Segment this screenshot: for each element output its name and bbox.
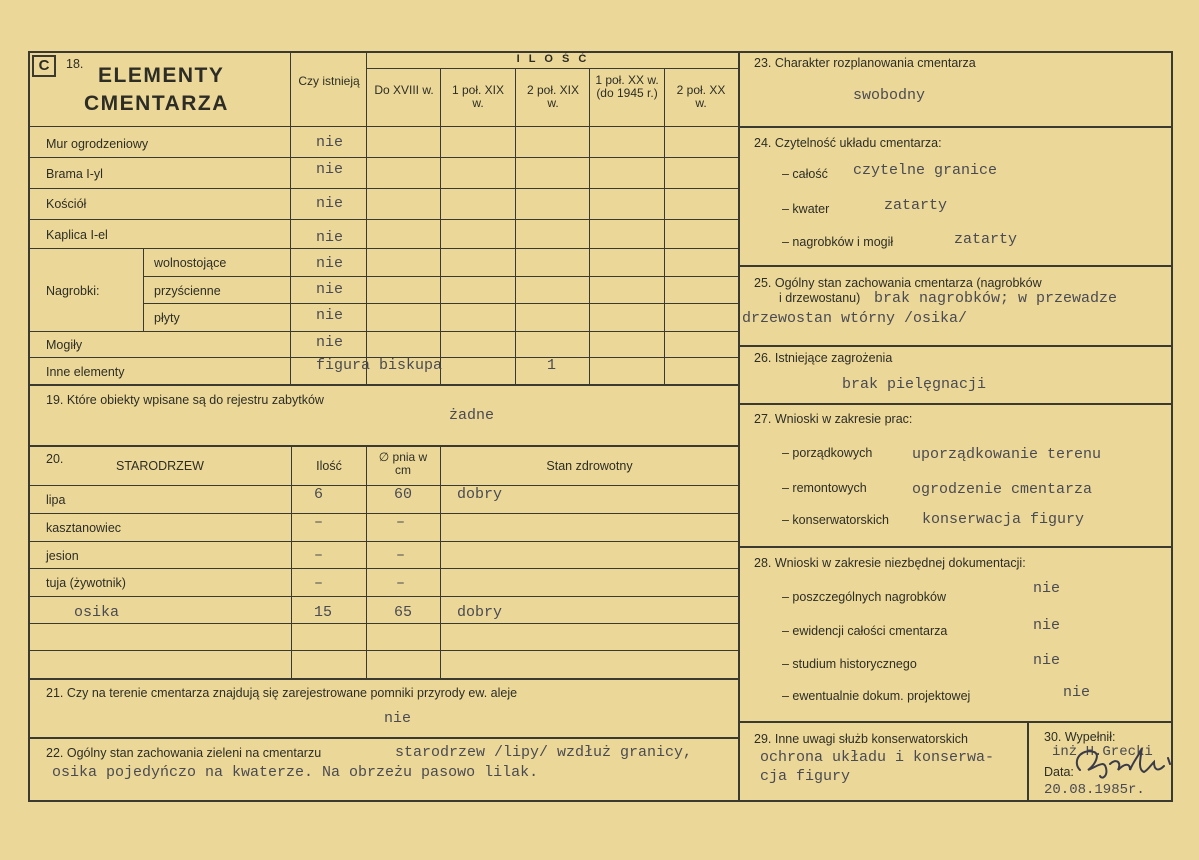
element-exists: nie <box>316 134 344 151</box>
documentation-item-label: – poszczególnych nagrobków <box>782 590 946 604</box>
section-letter-box: C <box>32 55 56 77</box>
trees-title: STARODRZEW <box>116 459 204 473</box>
section-20-number: 20. <box>46 452 64 466</box>
rule <box>738 126 1173 128</box>
tree-count: – <box>314 514 324 531</box>
rule <box>28 513 738 514</box>
rule <box>28 596 738 597</box>
rule <box>738 403 1173 405</box>
frame-left <box>28 51 30 802</box>
threats-label: 26. Istniejące zagrożenia <box>754 351 893 365</box>
layout-character-label: 23. Charakter rozplanowania cmentarza <box>754 56 976 70</box>
works-item-value: uporządkowanie terenu <box>912 446 1102 463</box>
rule <box>28 737 738 739</box>
remarks-label: 29. Inne uwagi służb konserwatorskich <box>754 732 969 746</box>
works-item-label: – remontowych <box>782 481 867 495</box>
greenery-label: 22. Ogólny stan zachowania zieleni na cmentarzu <box>46 746 322 760</box>
registry-value: żadne <box>449 407 495 424</box>
nature-label: 21. Czy na terenie cmentarza znajdują się zarejestrowane pomniki przyrody ew. aleje <box>46 686 518 700</box>
tree-name: tuja (żywotnik) <box>46 576 126 590</box>
layout-character-value: swobodny <box>853 87 926 104</box>
period-header: 2 poł. XX w. <box>676 83 726 110</box>
element-exists: nie <box>316 307 344 324</box>
rule <box>28 248 738 249</box>
rule <box>440 68 441 384</box>
element-exists: nie <box>316 229 344 246</box>
rule <box>28 331 738 332</box>
documentation-item-value: nie <box>1033 652 1061 669</box>
element-label: Mogiły <box>46 338 83 352</box>
period-header: Do XVIII w. <box>374 83 434 97</box>
column-divider <box>738 51 740 802</box>
element-exists: nie <box>316 161 344 178</box>
readability-item-label: – nagrobków i mogił <box>782 235 894 249</box>
rule <box>515 68 516 384</box>
rule <box>28 650 738 651</box>
element-label: przyścienne <box>154 284 221 298</box>
rule <box>738 546 1173 548</box>
documentation-item-value: nie <box>1063 684 1091 701</box>
frame-bottom <box>28 800 1173 802</box>
ilosc-header: I L O Ś Ć <box>516 53 590 65</box>
date-label: Data: <box>1044 765 1074 779</box>
tree-health: dobry <box>457 604 503 621</box>
tree-count: 6 <box>314 486 324 503</box>
documentation-item-label: – studium historycznego <box>782 657 917 671</box>
element-label: Brama I-yl <box>46 167 103 181</box>
works-item-label: – porządkowych <box>782 446 873 460</box>
tree-name: jesion <box>46 549 79 563</box>
rule <box>290 51 291 384</box>
rule <box>664 68 665 384</box>
rule <box>738 721 1173 723</box>
rule <box>366 68 738 69</box>
condition-value-line1: brak nagrobków; w przewadze <box>874 290 1118 307</box>
tree-health: dobry <box>457 486 503 503</box>
readability-item-label: – całość <box>782 167 828 181</box>
element-label: płyty <box>154 311 180 325</box>
rule <box>440 445 441 678</box>
greenery-value-line1: starodrzew /lipy/ wzdłuż granicy, <box>395 744 693 761</box>
element-label: Kościół <box>46 197 87 211</box>
signature-mark <box>1070 740 1185 790</box>
date-value: 20.08.1985r. <box>1044 782 1145 798</box>
readability-item-label: – kwater <box>782 202 830 216</box>
rule <box>28 445 738 447</box>
registry-label: 19. Które obiekty wpisane są do rejestru zabytków <box>46 393 324 407</box>
rule <box>366 51 367 384</box>
readability-label: 24. Czytelność układu cmentarza: <box>754 136 942 150</box>
nature-value: nie <box>384 710 412 727</box>
section-18-title-line2: CMENTARZA <box>84 92 229 115</box>
tree-trunk: – <box>396 547 406 564</box>
element-exists: nie <box>316 281 344 298</box>
tree-trunk: 60 <box>394 486 413 503</box>
rule <box>28 568 738 569</box>
trees-health-header: Stan zdrowotny <box>546 459 633 473</box>
readability-item-value: zatarty <box>954 231 1018 248</box>
filled-by-label: 30. Wypełnił: <box>1044 730 1116 744</box>
rule <box>28 219 738 220</box>
tree-count: – <box>314 575 324 592</box>
works-item-value: konserwacja figury <box>922 511 1085 528</box>
threats-value: brak pielęgnacji <box>842 376 987 393</box>
section-18-number: 18. <box>66 57 84 71</box>
rule <box>589 68 590 384</box>
element-label: Mur ogrodzeniowy <box>46 137 149 151</box>
element-count: 1 <box>547 357 557 374</box>
rule <box>291 445 292 678</box>
documentation-label: 28. Wnioski w zakresie niezbędnej dokumentacji: <box>754 556 1026 570</box>
works-item-label: – konserwatorskich <box>782 513 889 527</box>
tree-count: – <box>314 547 324 564</box>
readability-item-value: czytelne granice <box>853 162 998 179</box>
works-item-value: ogrodzenie cmentarza <box>912 481 1093 498</box>
rule <box>28 541 738 542</box>
tree-trunk: – <box>396 514 406 531</box>
tree-name: osika <box>74 604 120 621</box>
tree-name: lipa <box>46 493 66 507</box>
rule <box>28 678 738 680</box>
rule <box>1027 721 1029 802</box>
documentation-item-value: nie <box>1033 617 1061 634</box>
period-header: 1 poł. XX w. (do 1945 r.) <box>595 73 659 100</box>
rule <box>28 623 738 624</box>
rule <box>143 248 144 331</box>
element-exists: nie <box>316 195 344 212</box>
element-exists: figura biskupa <box>316 357 443 374</box>
nagrobki-label: Nagrobki: <box>46 284 100 298</box>
rule <box>28 485 738 486</box>
documentation-item-label: – ewentualnie dokum. projektowej <box>782 689 971 703</box>
tree-trunk: 65 <box>394 604 413 621</box>
rule <box>738 265 1173 267</box>
rule <box>738 345 1173 347</box>
documentation-item-value: nie <box>1033 580 1061 597</box>
period-header: 1 poł. XIX w. <box>451 83 505 110</box>
rule <box>28 188 738 189</box>
tree-count: 15 <box>314 604 333 621</box>
element-label: wolnostojące <box>154 256 227 270</box>
condition-value-line2: drzewostan wtórny /osika/ <box>742 310 968 327</box>
frame-right <box>1171 51 1173 802</box>
element-label: Kaplica I-el <box>46 228 108 242</box>
works-label: 27. Wnioski w zakresie prac: <box>754 412 913 426</box>
rule <box>28 126 738 127</box>
remarks-value-line2: cja figury <box>760 768 851 785</box>
rule <box>366 445 367 678</box>
exists-column-header: Czy istnieją <box>298 74 360 88</box>
trees-trunk-header: ∅ pnia w cm <box>378 450 428 477</box>
trees-count-header: Ilość <box>316 459 342 473</box>
section-18-title-line1: ELEMENTY <box>98 64 225 87</box>
documentation-item-label: – ewidencji całości cmentarza <box>782 624 948 638</box>
condition-label-line1: 25. Ogólny stan zachowania cmentarza (nagrobków <box>754 276 1042 290</box>
element-exists: nie <box>316 334 344 351</box>
readability-item-value: zatarty <box>884 197 948 214</box>
element-label: Inne elementy <box>46 365 125 379</box>
rule <box>28 384 738 386</box>
rule <box>28 157 738 158</box>
condition-label-line2: i drzewostanu) <box>779 291 861 305</box>
tree-name: kasztanowiec <box>46 521 122 535</box>
tree-trunk: – <box>396 575 406 592</box>
remarks-value-line1: ochrona układu i konserwa- <box>760 749 995 766</box>
filled-by-name: inż.H.Grecki <box>1052 744 1153 760</box>
greenery-value-line2: osika pojedyńczo na kwaterze. Na obrzeżu pasowo lilak. <box>52 764 539 781</box>
period-header: 2 poł. XIX w. <box>526 83 580 110</box>
element-exists: nie <box>316 255 344 272</box>
